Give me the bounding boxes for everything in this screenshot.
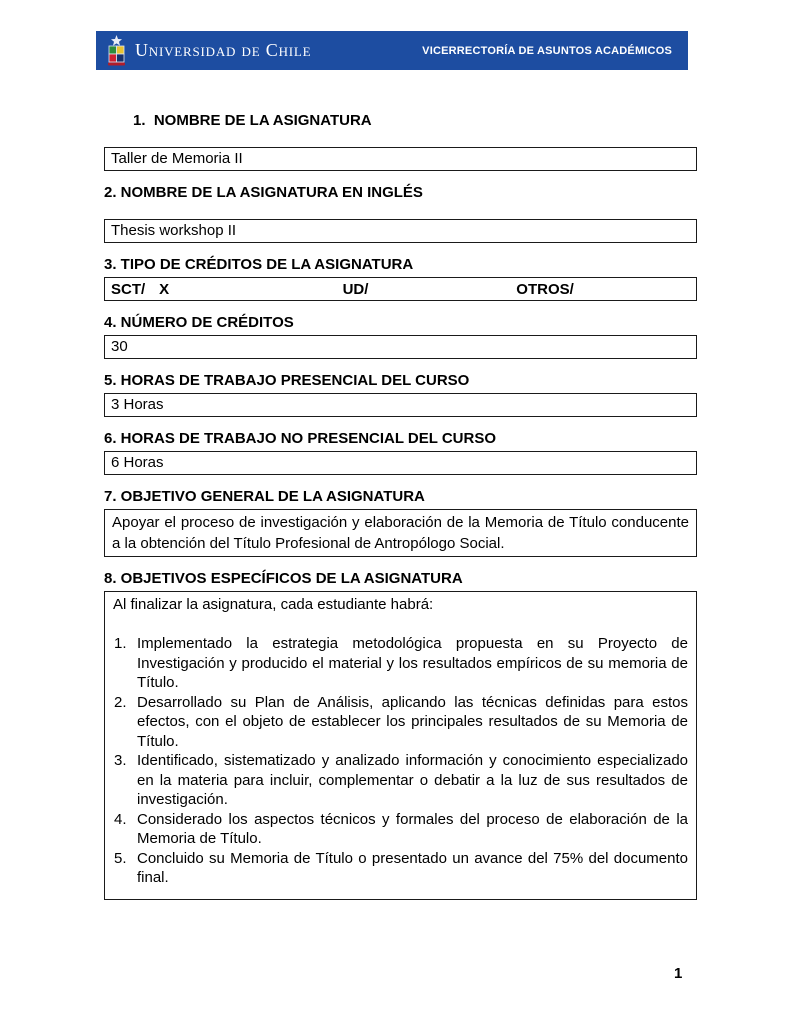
objective-item-1: Implementado la estrategia metodológica propuesta en su Proyecto de Investigación y producido el material y los resultados empíricos de su memoria de Título. xyxy=(137,635,688,691)
section-3-heading: 3. TIPO DE CRÉDITOS DE LA ASIGNATURA xyxy=(104,256,414,273)
section-4-heading: 4. NÚMERO DE CRÉDITOS xyxy=(104,314,294,331)
section-8-heading: 8. OBJETIVOS ESPECÍFICOS DE LA ASIGNATURA xyxy=(104,570,463,587)
presential-hours-value: 3 Horas xyxy=(111,396,164,413)
course-name-box xyxy=(104,147,697,171)
credit-cell-otros xyxy=(516,280,690,299)
credit-label-otros: OTROS/ xyxy=(516,280,574,298)
non-presential-hours-box xyxy=(104,451,697,475)
section-5-heading: 5. HORAS DE TRABAJO PRESENCIAL DEL CURSO xyxy=(104,372,470,389)
general-objective-text: Apoyar el proceso de investigación y elaboración de la Memoria de Título conducente a la obtención del Título Profesional de Antropólogo Social. xyxy=(112,514,689,552)
credit-label-sct: SCT/ xyxy=(111,280,146,298)
credit-type-box xyxy=(104,277,697,301)
credits-number-value: 30 xyxy=(111,338,128,355)
section-1-heading: 1. NOMBRE DE LA ASIGNATURA xyxy=(133,112,372,129)
objective-item-4: Considerado los aspectos técnicos y formales del proceso de elaboración de la Memoria de Título. xyxy=(137,810,688,847)
course-name-value: Taller de Memoria II xyxy=(111,150,243,167)
objective-item-2: Desarrollado su Plan de Análisis, aplicando las técnicas definidas para estos efectos, con el objeto de establecer los principales resultados de su Memoria de Título. xyxy=(137,693,688,750)
header-banner xyxy=(96,31,688,70)
credit-value-sct: X xyxy=(159,280,170,298)
non-presential-hours-value: 6 Horas xyxy=(111,454,164,471)
presential-hours-box xyxy=(104,393,697,417)
credit-cell-sct xyxy=(111,280,343,299)
form-content xyxy=(104,113,697,914)
objective-item-3: Identificado, sistematizado y analizado información y conocimiento especializado en la materia para incluir, complementar o debatir a la luz de sus resultados de investigación. xyxy=(137,752,688,808)
section-2-heading: 2. NOMBRE DE LA ASIGNATURA EN INGLÉS xyxy=(104,184,423,201)
banner-title: VICERRECTORÍA DE ASUNTOS ACADÉMICOS xyxy=(422,44,672,57)
section-7-heading: 7. OBJETIVO GENERAL DE LA ASIGNATURA xyxy=(104,488,425,505)
general-objective-box xyxy=(104,509,697,557)
university-name: Universidad de Chile xyxy=(135,39,312,60)
university-logo xyxy=(96,35,311,67)
credit-label-ud: UD/ xyxy=(342,280,369,298)
objective-item-5: Concluido su Memoria de Título o presentado un avance del 75% del documento final. xyxy=(137,849,688,886)
page-number: 1 xyxy=(674,965,683,982)
course-name-english-box xyxy=(104,219,697,243)
course-name-english-value: Thesis workshop II xyxy=(111,222,237,239)
section-6-heading: 6. HORAS DE TRABAJO NO PRESENCIAL DEL CURSO xyxy=(104,430,496,447)
specific-objectives-list xyxy=(113,634,688,888)
specific-objectives-intro: Al finalizar la asignatura, cada estudiante habrá: xyxy=(113,596,434,613)
credit-cell-ud xyxy=(343,280,517,299)
university-shield-icon xyxy=(107,35,126,67)
specific-objectives-box xyxy=(104,591,697,900)
credits-number-box xyxy=(104,335,697,359)
